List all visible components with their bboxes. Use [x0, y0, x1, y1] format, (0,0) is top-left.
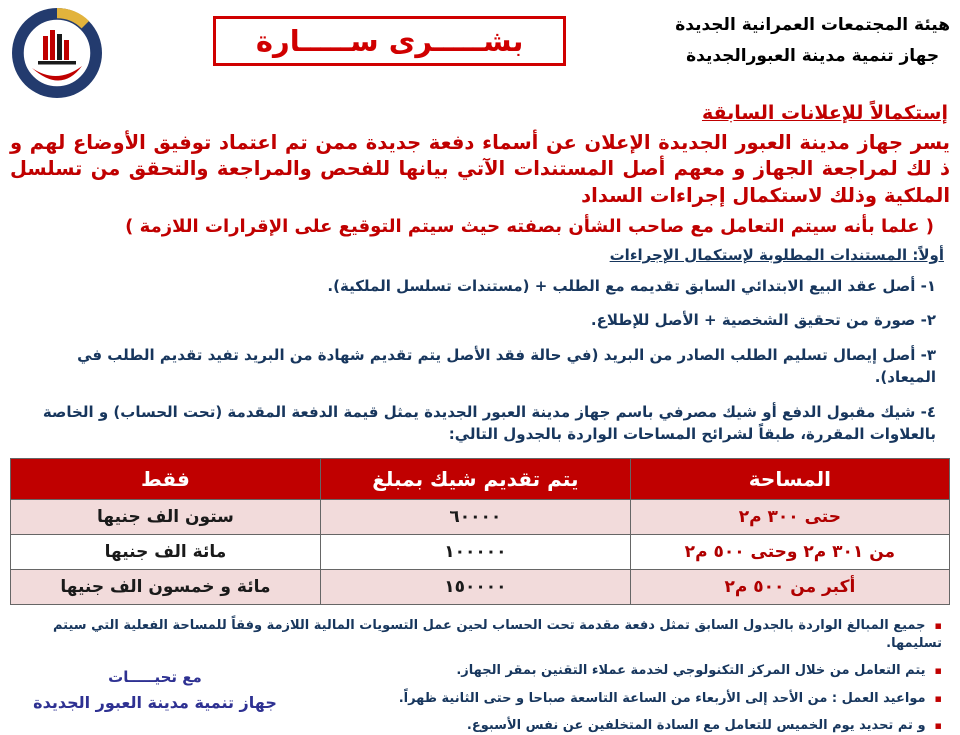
amount-words-cell: ستون الف جنيها [11, 499, 321, 534]
department-name: جهاز تنمية مدينة العبورالجديدة [686, 45, 940, 66]
document-item-1: ١- أصل عقد البيع الابتدائي السابق تقديمه مع الطلب + (مستندات تسلسل الملكية). [327, 276, 936, 295]
amount-cell: ١٠٠٠٠٠ [320, 534, 630, 569]
announcement-paragraph: يسر جهاز مدينة العبور الجديدة الإعلان عن أسماء دفعة جديدة ممن تم اعتماد توفيق الأوضاع لهم و ذ لك لمراجعة الجهاز و معهم أصل المستندات الآتي بيانها للفحص والمراجعة والتحقق من تسلسل الملكية وذلك لاستكمال إجراءات السداد [10, 131, 950, 207]
note-text: يتم التعامل من خلال المركز التكنولوجي لخدمة عملاء التقنين بمقر الجهاز. [456, 663, 926, 679]
banner-text: بشـــــرى ســـــارة [255, 24, 524, 58]
payment-tiers-table [10, 458, 950, 605]
required-documents-heading: أولاً: المستندات المطلوبة لإستكمال الإجراءات [609, 245, 944, 264]
note-line [18, 617, 942, 653]
table-header-row [11, 458, 950, 499]
document-item-4: ٤- شيك مقبول الدفع أو شيك مصرفي باسم جهاز مدينة العبور الجديدة يمثل قيمة الدفعة المقدمة (تحت الحساب) و الخاصة بالعلاوات المقررة، طبقاً لشرائح المساحات الواردة بالجدول التالي: [42, 402, 936, 444]
column-header-area: المساحة [630, 458, 949, 499]
amount-words-cell: مائة و خمسون الف جنيها [11, 569, 321, 604]
note-text: و تم تحديد يوم الخميس للتعامل مع السادة المتخلفين عن نفس الأسبوع. [466, 717, 926, 733]
bullet-icon: ▪ [934, 718, 942, 732]
authority-titles [675, 10, 950, 71]
authority-name: هيئة المجتمعات العمرانية الجديدة [675, 15, 950, 35]
area-cell: أكبر من ٥٠٠ م٢ [630, 569, 949, 604]
note-line [18, 717, 942, 735]
column-header-only: فقط [11, 458, 321, 499]
table-row [11, 534, 950, 569]
table-row [11, 569, 950, 604]
good-news-banner [213, 16, 566, 66]
area-cell: من ٣٠١ م٢ وحتى ٥٠٠ م٢ [630, 534, 949, 569]
note-text: جميع المبالغ الواردة بالجدول السابق تمثل دفعة مقدمة تحت الحساب لحين عمل التسويات المالية اللازمة وفقاً للمساحة الفعلية التي سيتم تسليمها. [52, 617, 942, 652]
column-header-cheque-amount: يتم تقديم شيك بمبلغ [320, 458, 630, 499]
announcement-note: ( علما بأنه سيتم التعامل مع صاحب الشأن بصفته حيث سيتم التوقيع على الإقرارات اللازمة ) [125, 215, 934, 237]
section-heading-previous-announcements: إستكمالاً للإعلانات السابقة [701, 102, 948, 124]
amount-cell: ١٥٠٠٠٠ [320, 569, 630, 604]
amount-words-cell: مائة الف جنيها [11, 534, 321, 569]
note-text: مواعيد العمل : من الأحد إلى الأربعاء من الساعة التاسعة صباحا و حتى الثانية ظهراً. [398, 690, 926, 706]
signature-greeting: مع تحيـــــات [108, 668, 202, 686]
document-item-2: ٢- صورة من تحقيق الشخصية + الأصل للإطلاع. [590, 311, 936, 330]
bullet-icon: ▪ [934, 618, 942, 632]
header [10, 6, 950, 102]
table-row [11, 499, 950, 534]
amount-cell: ٦٠٠٠٠ [320, 499, 630, 534]
bullet-icon: ▪ [934, 691, 942, 705]
signature-authority: جهاز تنمية مدينة العبور الجديدة [33, 693, 277, 712]
area-cell: حتى ٣٠٠ م٢ [630, 499, 949, 534]
document-item-3: ٣- أصل إيصال تسليم الطلب الصادر من البريد (في حالة فقد الأصل يتم تقديم شهادة من البريد تفيد تقديم الطلب في الميعاد). [77, 345, 936, 387]
signature-block [30, 668, 280, 712]
authority-logo-icon [10, 6, 104, 100]
bullet-icon: ▪ [934, 664, 942, 678]
